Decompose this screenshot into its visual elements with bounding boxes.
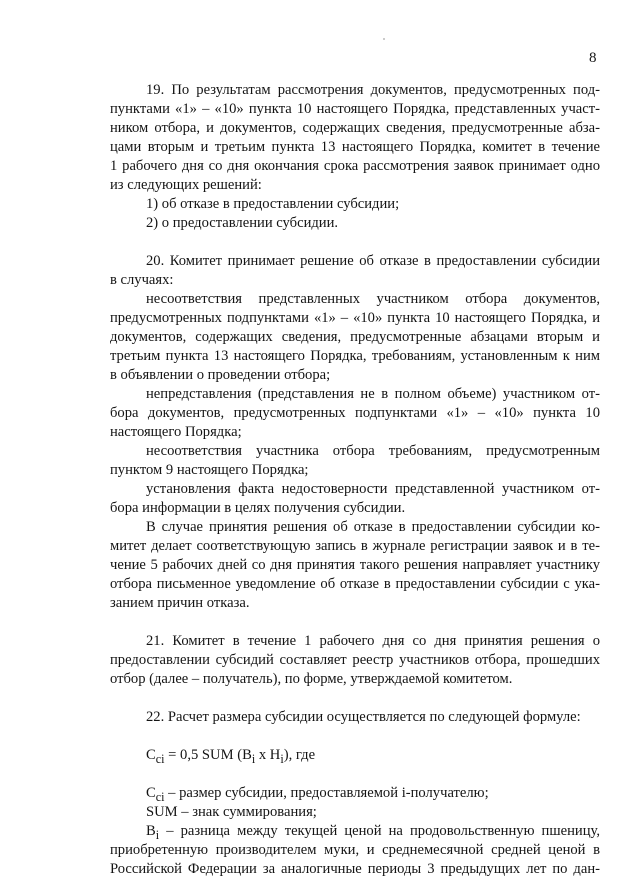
formula: $C_{ci} = 0,5$ SUM ($B_i$ x $H_i$), где bbox=[146, 747, 316, 766]
p20-line: несоответствия участника отбора требованиям, предусмотренным bbox=[146, 443, 600, 459]
p20-line: в случаях: bbox=[110, 272, 174, 288]
p21-line: отбор (далее – получатель), по форме, утверждаемой комитетом. bbox=[110, 671, 513, 687]
p19-item: 2) о предоставлении субсидии. bbox=[146, 215, 339, 231]
page-number: 8 bbox=[589, 50, 597, 66]
p20-line: несоответствия представленных участником отбора документов, bbox=[146, 291, 600, 307]
scan-speck bbox=[383, 38, 385, 40]
def-b-line: приобретенную производителем муки, и среднемесячной средней ценой в bbox=[110, 842, 600, 858]
p19-line: из следующих решений: bbox=[110, 177, 262, 193]
p20-line: документов, содержащих сведения, предусмотренные абзацами вторым и bbox=[110, 329, 600, 345]
p20-line: предусмотренных подпунктами «1» – «10» пункта 10 настоящего Порядка, и bbox=[110, 310, 600, 326]
p20-line: в объявлении о проведении отбора; bbox=[110, 367, 331, 383]
p20-line: непредставления (представления не в полном объеме) участником от- bbox=[146, 386, 600, 402]
p22-line: 22. Расчет размера субсидии осуществляется по следующей формуле: bbox=[146, 709, 581, 725]
p20-line: бора информации в целях получения субсидии. bbox=[110, 500, 406, 516]
p19-line: 1 рабочего дня со дня окончания срока рассмотрения заявок принимает одно bbox=[110, 158, 600, 174]
p19-line: 19. По результатам рассмотрения документов, предусмотренных под- bbox=[146, 82, 600, 98]
p20-line: бора документов, предусмотренных подпунктами «1» – «10» пункта 10 bbox=[110, 405, 600, 421]
p20-line: чение 5 рабочих дней со дня принятия такого решения направляет участнику bbox=[110, 557, 600, 573]
p20-line: митет делает соответствующую запись в журнале регистрации заявок и в те- bbox=[110, 538, 600, 554]
def-b-line: Российской Федерации за аналогичные периоды 3 предыдущих лет по дан- bbox=[110, 861, 600, 877]
p21-line: предоставлении субсидий составляет реестр участников отбора, прошедших bbox=[110, 652, 600, 668]
p21-line: 21. Комитет в течение 1 рабочего дня со дня принятия решения о bbox=[146, 633, 600, 649]
def-sum: SUM – знак суммирования; bbox=[146, 804, 317, 820]
p20-line: отбора письменное уведомление об отказе в предоставлении субсидии с ука- bbox=[110, 576, 600, 592]
p19-line: цами вторым и третьим пункта 13 настоящего Порядка, комитет в течение bbox=[110, 139, 600, 155]
p20-line: В случае принятия решения об отказе в предоставлении субсидии ко- bbox=[146, 519, 600, 535]
p20-line: настоящего Порядка; bbox=[110, 424, 242, 440]
p19-line: ником отбора, и документов, содержащих сведения, предусмотренные абза- bbox=[110, 120, 600, 136]
p19-item: 1) об отказе в предоставлении субсидии; bbox=[146, 196, 400, 212]
p20-line: установления факта недостоверности представленной участником от- bbox=[146, 481, 600, 497]
p19-line: пунктами «1» – «10» пункта 10 настоящего Порядка, представленных участ- bbox=[110, 101, 600, 117]
def-b: $B_i$ – разница между текущей ценой на продовольственную пшеницу, bbox=[146, 823, 600, 842]
p20-line: занием причин отказа. bbox=[110, 595, 250, 611]
p20-line: третьим пункта 13 настоящего Порядка, требованиям, установленным к ним bbox=[110, 348, 600, 364]
p20-line: 20. Комитет принимает решение об отказе в предоставлении субсидии bbox=[146, 253, 600, 269]
p20-line: пунктом 9 настоящего Порядка; bbox=[110, 462, 309, 478]
def-c: $C_{ci}$ – размер субсидии, предоставляемой i-получателю; bbox=[146, 785, 489, 804]
